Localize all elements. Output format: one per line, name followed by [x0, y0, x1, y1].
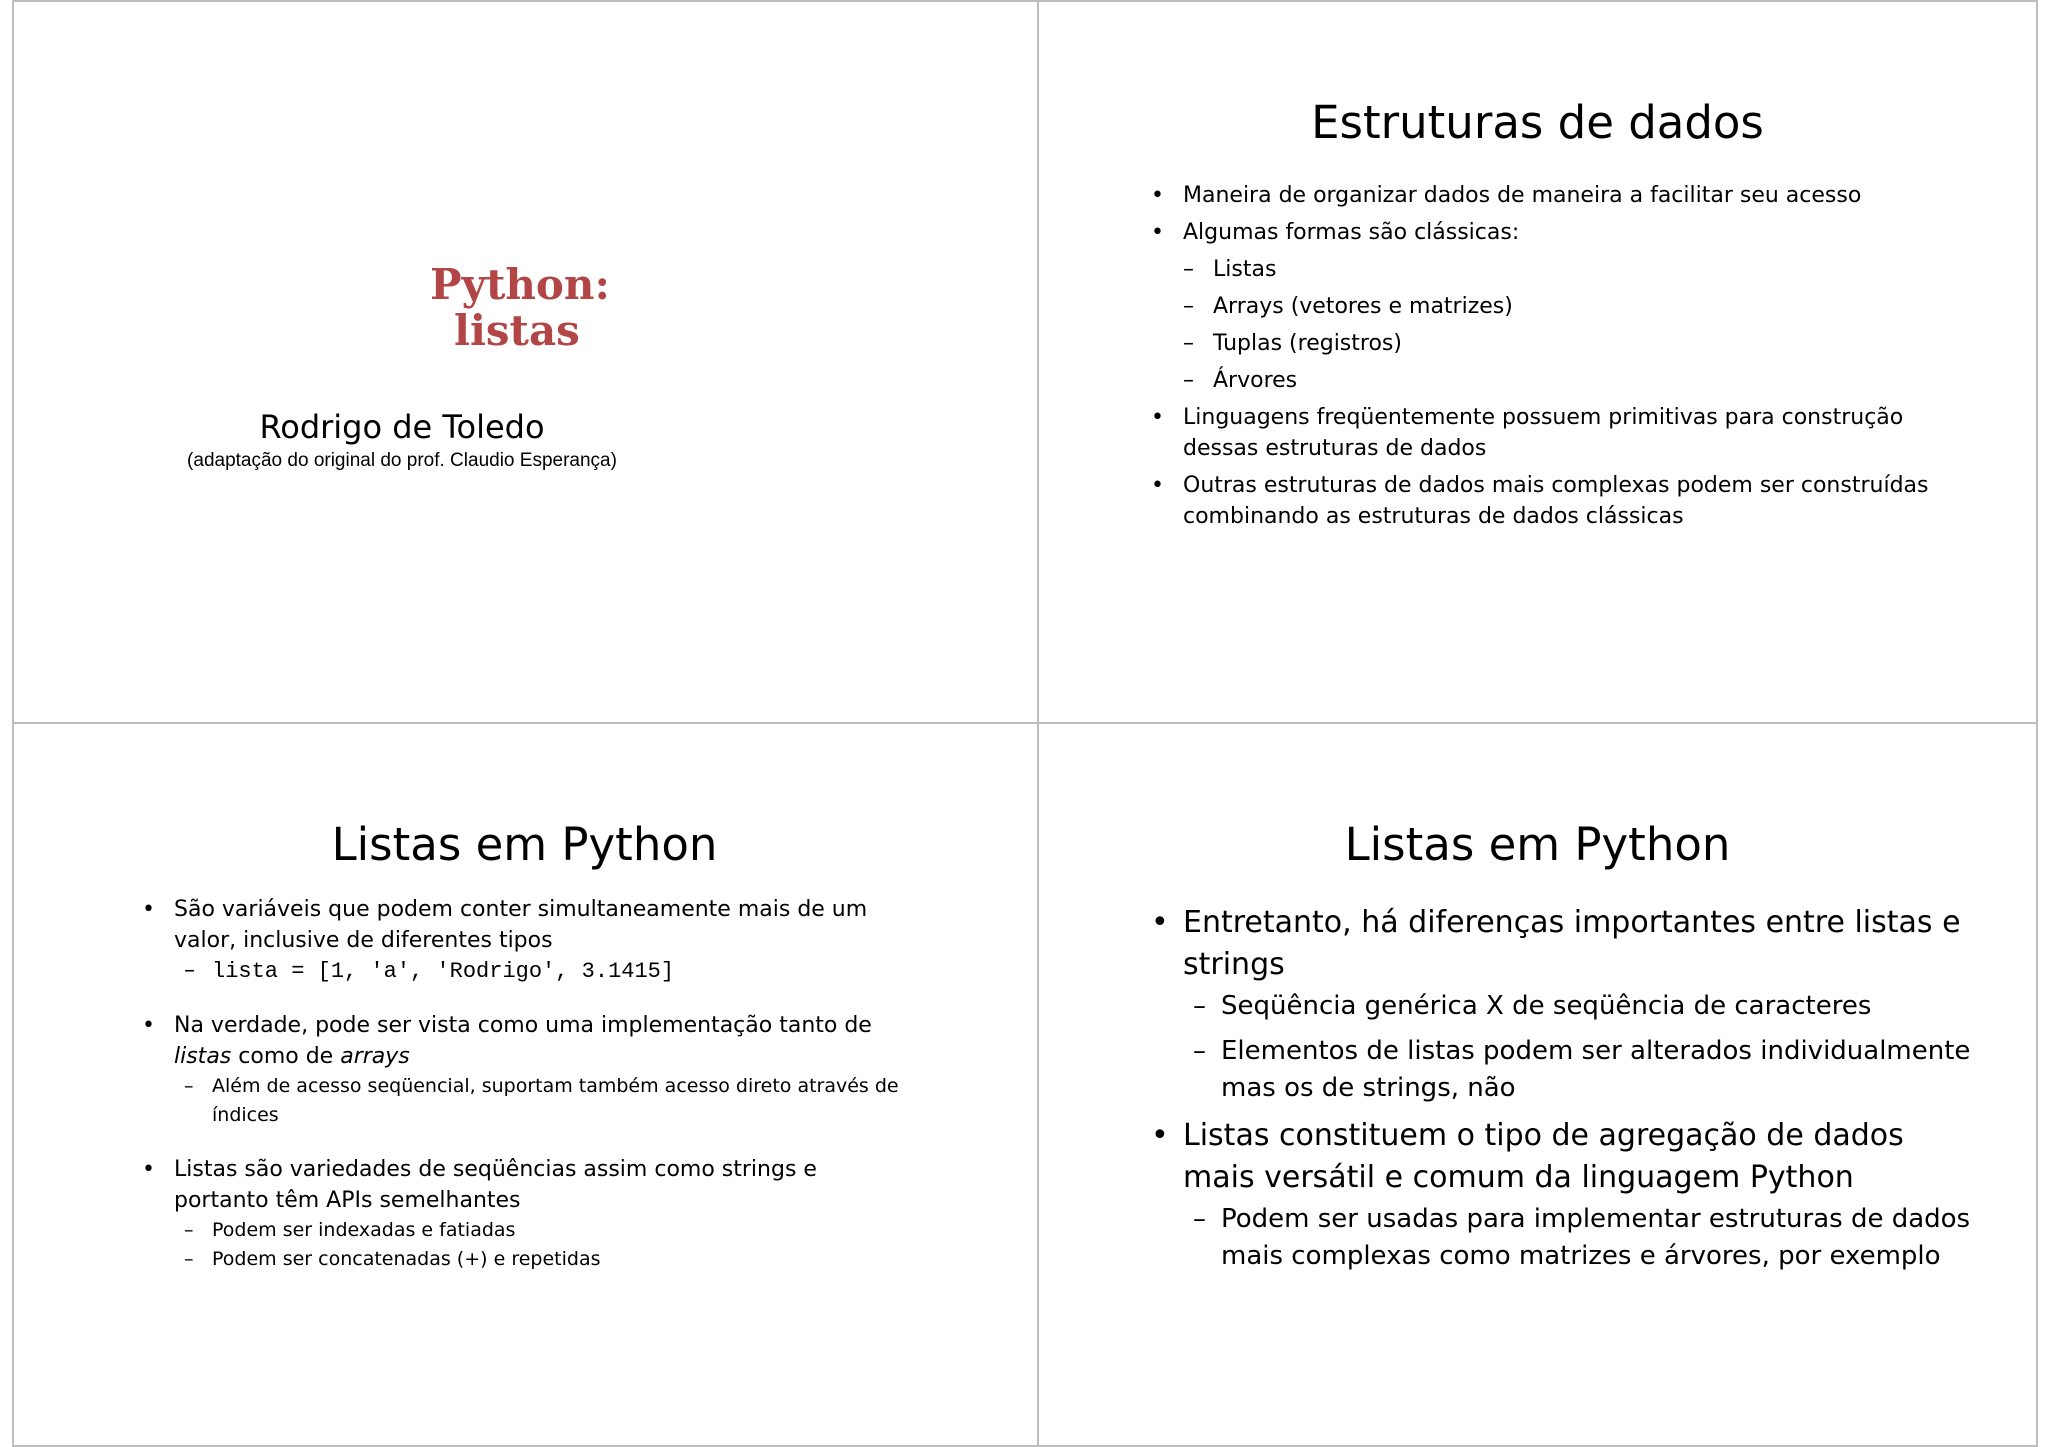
bullet-text: Listas constituem o tipo de agregação de dados mais versátil e comum da linguagem Python [1183, 1118, 1904, 1195]
slide-listas-2 [1039, 724, 2036, 1445]
slide-listas-1 [12, 724, 1037, 1445]
bullet-text: como de [238, 1044, 334, 1069]
title-line-1: Python: [430, 260, 610, 309]
bullet-text: Algumas formas são clássicas: [1183, 220, 1520, 245]
sub-list [174, 1072, 912, 1130]
sub-item: – Além de acesso seqüencial, suportam também acesso direto através de índices [184, 1072, 912, 1130]
bullet-list [142, 894, 912, 1298]
slide-heading: Listas em Python [331, 818, 718, 871]
bullet-text: Linguagens freqüentemente possuem primitivas para construção dessas estruturas de dados [1183, 405, 1904, 461]
slide-heading: Listas em Python [1344, 818, 1731, 871]
emphasis-text: listas [174, 1044, 232, 1069]
list-item [1151, 1115, 1971, 1275]
list-item [1151, 402, 1951, 464]
sub-item: – Listas [1183, 254, 1951, 285]
sub-item: – Podem ser indexadas e fatiadas [184, 1216, 912, 1245]
bullet-text: Listas são variedades de seqüências assim como strings e portanto têm APIs semelhantes [174, 1157, 817, 1213]
presentation-title [430, 262, 1030, 354]
author-name: Rodrigo de Toledo [259, 408, 545, 446]
bullet-text: Na verdade, pode ser vista como uma implementação tanto de [174, 1013, 872, 1038]
sub-item: – Podem ser concatenadas (+) e repetidas [184, 1245, 912, 1274]
sub-list [1183, 254, 1951, 396]
bullet-list [1151, 180, 1951, 538]
list-item [1151, 470, 1951, 532]
sub-item: – Arrays (vetores e matrizes) [1183, 291, 1951, 322]
list-item [142, 1010, 912, 1130]
bullet-list [1151, 902, 1971, 1283]
list-item [1151, 902, 1971, 1107]
sub-item: – Tuplas (registros) [1183, 328, 1951, 359]
author-note: (adaptação do original do prof. Claudio Esperança) [187, 450, 617, 471]
code-example [184, 956, 912, 986]
sub-item: – Árvores [1183, 365, 1951, 396]
slide-heading: Estruturas de dados [1311, 96, 1764, 149]
sub-item: – Podem ser usadas para implementar estruturas de dados mais complexas como matrizes e árvores, por exemplo [1193, 1201, 1971, 1275]
list-item [1151, 180, 1951, 211]
sub-item: – Elementos de listas podem ser alterados individualmente mas os de strings, não [1193, 1033, 1971, 1107]
code-text: lista = [1, 'a', 'Rodrigo', 3.1415] [212, 959, 675, 984]
bullet-text: Maneira de organizar dados de maneira a facilitar seu acesso [1183, 183, 1862, 208]
sub-list [174, 1216, 912, 1274]
title-line-2: listas [454, 306, 580, 355]
slide-title [12, 0, 1037, 722]
list-item [1151, 217, 1951, 396]
bullet-text: Outras estruturas de dados mais complexas podem ser construídas combinando as estruturas de dados clássicas [1183, 473, 1929, 529]
sub-list [1183, 988, 1971, 1107]
list-item [142, 894, 912, 986]
sub-list [174, 956, 912, 986]
bullet-text: Entretanto, há diferenças importantes entre listas e strings [1183, 905, 1961, 982]
sub-list [1183, 1201, 1971, 1275]
bullet-text: São variáveis que podem conter simultaneamente mais de um valor, inclusive de diferentes tipos [174, 897, 868, 953]
list-item [142, 1154, 912, 1274]
slide-grid [12, 0, 2038, 1447]
slide-estruturas [1039, 0, 2036, 722]
sub-item: – Seqüência genérica X de seqüência de caracteres [1193, 988, 1971, 1025]
emphasis-text: arrays [340, 1044, 410, 1069]
